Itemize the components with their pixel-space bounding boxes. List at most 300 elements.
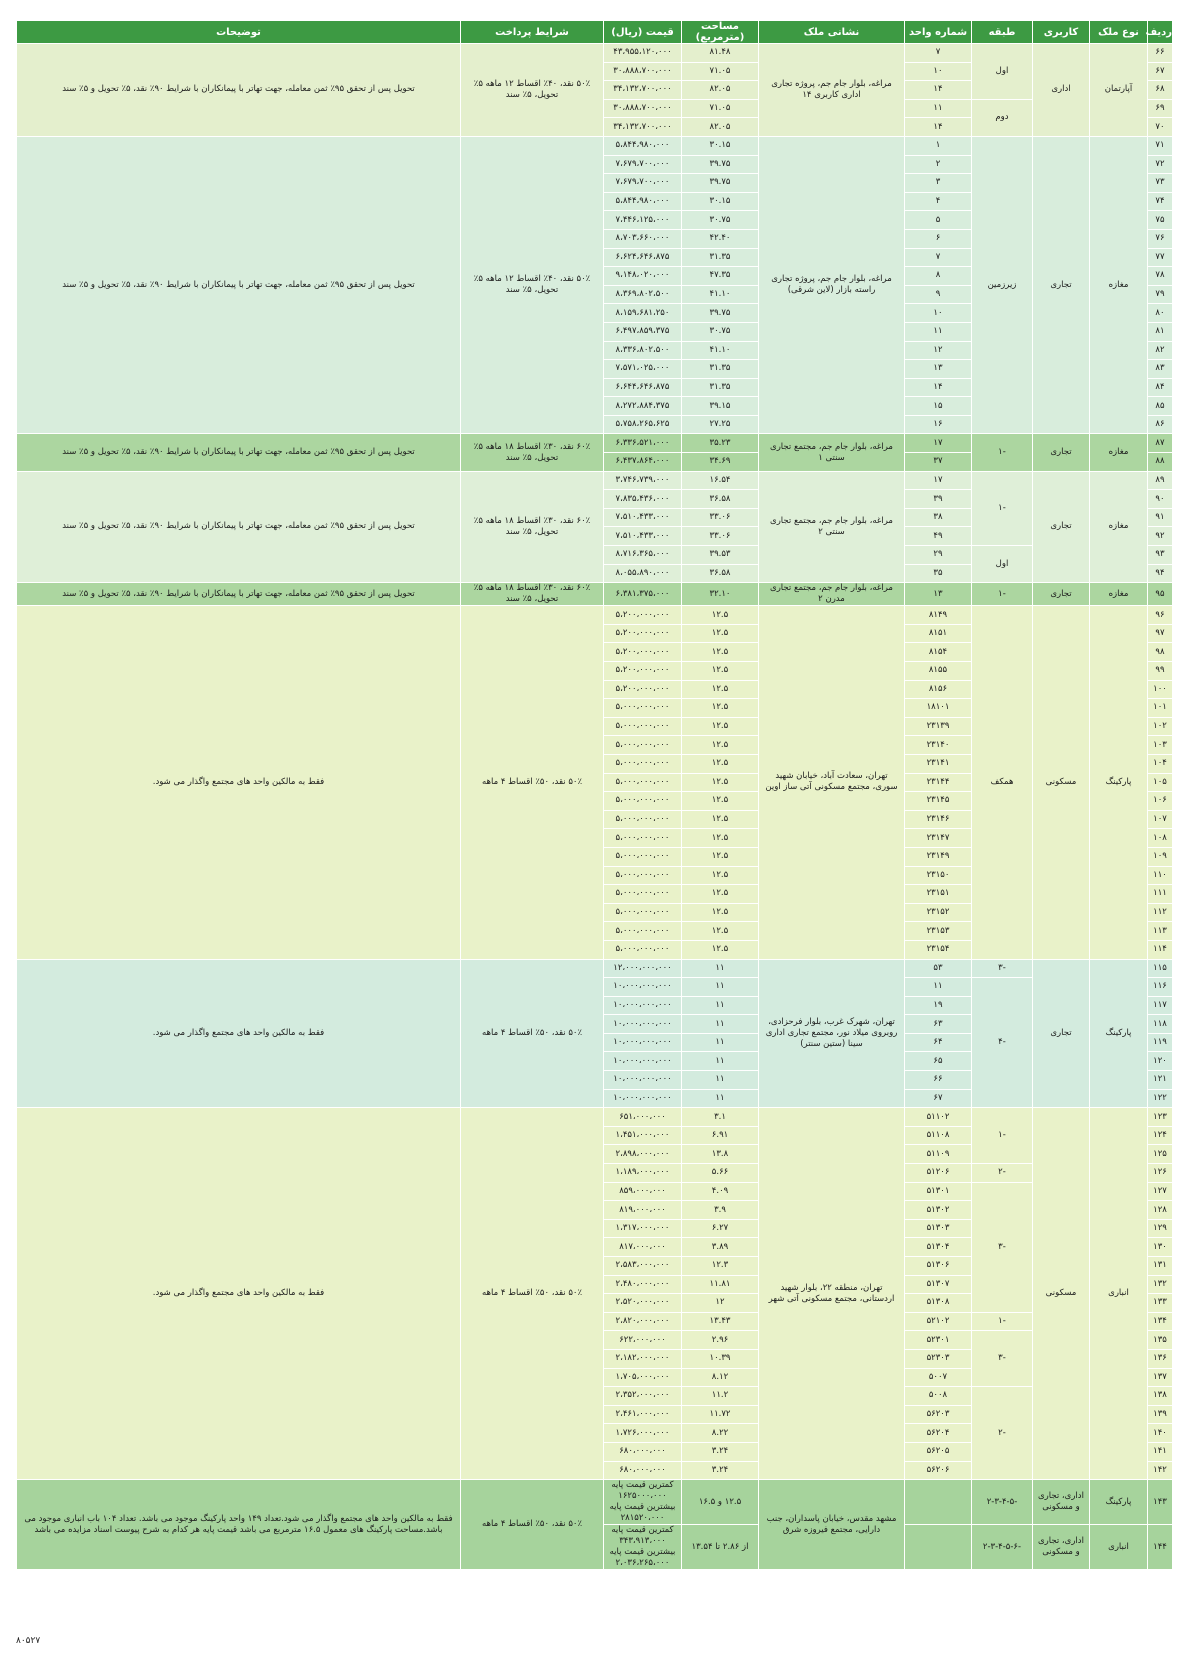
unit-number: ۶۷ — [905, 1089, 972, 1108]
row-number: ۱۰۶ — [1148, 792, 1173, 811]
unit-number: ۲۳۱۴۷ — [905, 829, 972, 848]
unit-number: ۵۱۳۰۲ — [905, 1201, 972, 1220]
payment-terms: ۵۰٪ نقد، ۵۰٪ اقساط ۴ ماهه — [461, 606, 604, 959]
unit-number: ۳۷ — [905, 453, 972, 472]
unit-price: ۷،۴۴۶،۱۲۵،۰۰۰ — [604, 211, 682, 230]
unit-number: ۵۶۲۰۵ — [905, 1442, 972, 1461]
unit-price: ۸۵۹،۰۰۰،۰۰۰ — [604, 1182, 682, 1201]
property-type: آپارتمان — [1090, 44, 1148, 137]
unit-price: ۸،۷۱۶،۳۶۵،۰۰۰ — [604, 546, 682, 565]
row-number: ۱۴۴ — [1148, 1525, 1173, 1570]
unit-number: ۵۱۱۰۸ — [905, 1126, 972, 1145]
unit-price: ۵،۰۰۰،۰۰۰،۰۰۰ — [604, 810, 682, 829]
row-number: ۱۰۱ — [1148, 699, 1173, 718]
row-number: ۱۲۹ — [1148, 1219, 1173, 1238]
notes-text: فقط به مالکین واحد های مجتمع واگذار می شود. — [17, 959, 461, 1108]
unit-number: ۱۴ — [905, 81, 972, 100]
unit-price: ۸۱۹،۰۰۰،۰۰۰ — [604, 1201, 682, 1220]
unit-price: ۴۳،۹۵۵،۱۲۰،۰۰۰ — [604, 44, 682, 63]
unit-price: ۵،۰۰۰،۰۰۰،۰۰۰ — [604, 847, 682, 866]
unit-price: ۱،۳۱۷،۰۰۰،۰۰۰ — [604, 1219, 682, 1238]
unit-price: ۵،۰۰۰،۰۰۰،۰۰۰ — [604, 736, 682, 755]
unit-number: ۴۹ — [905, 527, 972, 546]
usage-type: تجاری — [1033, 434, 1090, 471]
unit-area: ۱۲.۵ — [682, 736, 759, 755]
unit-area: ۳۳.۰۶ — [682, 527, 759, 546]
unit-area: ۳۹.۵۳ — [682, 546, 759, 565]
payment-terms: ۵۰٪ نقد، ۵۰٪ اقساط ۴ ماهه — [461, 1480, 604, 1570]
row-number: ۸۰ — [1148, 304, 1173, 323]
unit-number-empty — [905, 1525, 972, 1570]
unit-price: ۱۰،۰۰۰،۰۰۰،۰۰۰ — [604, 1071, 682, 1090]
unit-price: ۷،۶۷۹،۷۰۰،۰۰۰ — [604, 155, 682, 174]
unit-area: ۱۲.۵ — [682, 847, 759, 866]
unit-price: ۱،۴۵۱،۰۰۰،۰۰۰ — [604, 1126, 682, 1145]
property-type: مغازه — [1090, 471, 1148, 583]
row-number: ۱۱۶ — [1148, 978, 1173, 997]
row-number: ۱۳۶ — [1148, 1349, 1173, 1368]
unit-number: ۳۸ — [905, 508, 972, 527]
table-row — [17, 471, 1173, 490]
unit-number: ۵۱۳۰۴ — [905, 1238, 972, 1257]
unit-number: ۵۱۳۰۷ — [905, 1275, 972, 1294]
row-number: ۹۵ — [1148, 583, 1173, 606]
unit-number: ۸۱۵۶ — [905, 680, 972, 699]
unit-number: ۲۳۱۵۰ — [905, 866, 972, 885]
unit-number: ۴ — [905, 192, 972, 211]
unit-number: ۱۶ — [905, 415, 972, 434]
auction-table-wrapper — [16, 20, 1172, 1570]
unit-area: ۳۹.۷۵ — [682, 174, 759, 193]
unit-number: ۶ — [905, 229, 972, 248]
unit-area: ۱۱.۲ — [682, 1387, 759, 1406]
row-number: ۶۸ — [1148, 81, 1173, 100]
unit-area: ۱۲.۵ — [682, 699, 759, 718]
row-number: ۱۲۴ — [1148, 1126, 1173, 1145]
unit-area: ۱۲.۵ و ۱۶.۵ — [682, 1480, 759, 1525]
unit-area: ۸.۱۲ — [682, 1368, 759, 1387]
unit-price: ۵،۸۴۴،۹۸۰،۰۰۰ — [604, 136, 682, 155]
unit-area: ۳۹.۷۵ — [682, 304, 759, 323]
floor-label: -۱ — [972, 1108, 1033, 1164]
unit-number: ۸ — [905, 267, 972, 286]
row-number: ۸۵ — [1148, 397, 1173, 416]
unit-area: ۱۲.۵ — [682, 792, 759, 811]
unit-price: ۲،۵۸۳،۰۰۰،۰۰۰ — [604, 1257, 682, 1276]
row-number: ۸۸ — [1148, 453, 1173, 472]
usage-type: اداری، تجاری و مسکونی — [1033, 1525, 1090, 1570]
row-number: ۱۱۲ — [1148, 903, 1173, 922]
unit-price: ۲،۱۸۲،۰۰۰،۰۰۰ — [604, 1349, 682, 1368]
unit-area: ۲.۹۶ — [682, 1331, 759, 1350]
row-number: ۷۸ — [1148, 267, 1173, 286]
unit-number: ۹ — [905, 285, 972, 304]
unit-area: ۱۲.۵ — [682, 754, 759, 773]
row-number: ۱۴۳ — [1148, 1480, 1173, 1525]
unit-number: ۵۱۳۰۸ — [905, 1294, 972, 1313]
unit-number: ۸۱۴۹ — [905, 606, 972, 625]
unit-number: ۲۳۱۴۰ — [905, 736, 972, 755]
unit-price: ۸،۰۵۵،۸۹۰،۰۰۰ — [604, 564, 682, 583]
unit-number: ۵۱۱۰۹ — [905, 1145, 972, 1164]
unit-area: ۱۰.۳۹ — [682, 1349, 759, 1368]
unit-area: ۱۲.۵ — [682, 680, 759, 699]
unit-price: ۱۰،۰۰۰،۰۰۰،۰۰۰ — [604, 1052, 682, 1071]
unit-price: ۵،۷۵۸،۲۶۵،۶۲۵ — [604, 415, 682, 434]
unit-price: ۵،۰۰۰،۰۰۰،۰۰۰ — [604, 754, 682, 773]
header-payment-terms: شرایط پرداخت — [461, 21, 604, 44]
row-number: ۸۶ — [1148, 415, 1173, 434]
payment-terms: ۵۰٪ نقد، ۴۰٪ اقساط ۱۲ ماهه ۵٪ تحویل، ۵٪ سند — [461, 136, 604, 434]
unit-price: ۲،۵۲۰،۰۰۰،۰۰۰ — [604, 1294, 682, 1313]
unit-price: ۸،۳۳۶،۸۰۲،۵۰۰ — [604, 341, 682, 360]
header-price: قیمت (ریال) — [604, 21, 682, 44]
property-type: مغازه — [1090, 583, 1148, 606]
unit-price: ۲،۴۸۰،۰۰۰،۰۰۰ — [604, 1275, 682, 1294]
unit-price: ۵،۰۰۰،۰۰۰،۰۰۰ — [604, 699, 682, 718]
unit-number: ۵۱۲۰۶ — [905, 1164, 972, 1183]
unit-number: ۱۳ — [905, 583, 972, 606]
row-number: ۱۱۴ — [1148, 940, 1173, 959]
unit-price: ۱،۷۲۶،۰۰۰،۰۰۰ — [604, 1424, 682, 1443]
unit-area: ۳.۹ — [682, 1201, 759, 1220]
unit-area: ۷۱.۰۵ — [682, 62, 759, 81]
unit-area: ۱۱ — [682, 1089, 759, 1108]
unit-area: ۱۳.۸ — [682, 1145, 759, 1164]
unit-number-empty — [905, 1480, 972, 1525]
unit-number: ۳۹ — [905, 490, 972, 509]
unit-number: ۲۳۱۳۹ — [905, 717, 972, 736]
unit-number: ۲۳۱۴۴ — [905, 773, 972, 792]
unit-area: ۳۰.۷۵ — [682, 211, 759, 230]
unit-area: ۴۷.۳۵ — [682, 267, 759, 286]
property-address: مراغه، بلوار جام جم، مجتمع تجاری مدرن ۲ — [759, 583, 905, 606]
unit-area: ۱۲.۵ — [682, 662, 759, 681]
row-number: ۱۴۱ — [1148, 1442, 1173, 1461]
floor-label: -۴ — [972, 978, 1033, 1108]
unit-area: ۸۱.۴۸ — [682, 44, 759, 63]
unit-area: ۳.۱ — [682, 1108, 759, 1127]
floor-label: همکف — [972, 606, 1033, 959]
unit-price: کمترین قیمت پایه ۳۴۳،۹۱۳،۰۰۰ بیشترین قیمت پایه ۲،۰۳۶،۲۶۵،۰۰۰ — [604, 1525, 682, 1570]
unit-number: ۵۱۳۰۳ — [905, 1219, 972, 1238]
unit-price: ۳۰،۸۸۸،۷۰۰،۰۰۰ — [604, 62, 682, 81]
unit-price: ۵،۰۰۰،۰۰۰،۰۰۰ — [604, 922, 682, 941]
unit-price: ۶،۶۴۴،۶۴۶،۸۷۵ — [604, 378, 682, 397]
row-number: ۱۳۸ — [1148, 1387, 1173, 1406]
row-number: ۱۲۶ — [1148, 1164, 1173, 1183]
unit-area: ۳۹.۷۵ — [682, 155, 759, 174]
row-number: ۱۲۳ — [1148, 1108, 1173, 1127]
unit-number: ۱۵ — [905, 397, 972, 416]
row-number: ۱۳۱ — [1148, 1257, 1173, 1276]
property-type: انباری — [1090, 1525, 1148, 1570]
property-auction-table — [16, 20, 1173, 1570]
unit-price: ۶۵۱،۰۰۰،۰۰۰ — [604, 1108, 682, 1127]
unit-price: ۶۸۰،۰۰۰،۰۰۰ — [604, 1442, 682, 1461]
unit-price: ۵،۲۰۰،۰۰۰،۰۰۰ — [604, 680, 682, 699]
unit-number: ۵۱۱۰۲ — [905, 1108, 972, 1127]
row-number: ۱۰۹ — [1148, 847, 1173, 866]
table-row — [17, 1480, 1173, 1525]
unit-area: ۱۲.۵ — [682, 940, 759, 959]
row-number: ۷۳ — [1148, 174, 1173, 193]
unit-area: ۳۱.۳۵ — [682, 378, 759, 397]
unit-price: ۲،۸۹۸،۰۰۰،۰۰۰ — [604, 1145, 682, 1164]
header-unit-number: شماره واحد — [905, 21, 972, 44]
unit-price: ۸۱۷،۰۰۰،۰۰۰ — [604, 1238, 682, 1257]
floor-label: دوم — [972, 99, 1033, 136]
property-type: انباری — [1090, 1108, 1148, 1480]
unit-price: ۸،۱۵۹،۶۸۱،۲۵۰ — [604, 304, 682, 323]
property-address: تهران، شهرک غرب، بلوار فرحزادی، روبروی میلاد نور، مجتمع تجاری اداری سینا (ستین سنتر) — [759, 959, 905, 1108]
unit-number: ۱۳ — [905, 360, 972, 379]
row-number: ۱۴۲ — [1148, 1461, 1173, 1480]
unit-area: ۱۱.۸۱ — [682, 1275, 759, 1294]
unit-number: ۱۱ — [905, 978, 972, 997]
unit-number: ۱ — [905, 136, 972, 155]
unit-area: ۳۹.۱۵ — [682, 397, 759, 416]
unit-price: ۸،۲۷۲،۸۸۴،۳۷۵ — [604, 397, 682, 416]
row-number: ۷۹ — [1148, 285, 1173, 304]
unit-number: ۶۵ — [905, 1052, 972, 1071]
row-number: ۹۲ — [1148, 527, 1173, 546]
floor-label: -۳ — [972, 959, 1033, 978]
unit-price: ۵،۲۰۰،۰۰۰،۰۰۰ — [604, 643, 682, 662]
payment-terms: ۶۰٪ نقد، ۳۰٪ اقساط ۱۸ ماهه ۵٪ تحویل، ۵٪ سند — [461, 471, 604, 583]
unit-area: ۱۱ — [682, 959, 759, 978]
floor-label: اول — [972, 44, 1033, 100]
unit-number: ۲۳۱۴۹ — [905, 847, 972, 866]
floor-label: -۱ — [972, 434, 1033, 471]
unit-price: ۷،۵۱۰،۴۳۳،۰۰۰ — [604, 527, 682, 546]
unit-area: ۷۱.۰۵ — [682, 99, 759, 118]
unit-area: ۴.۰۹ — [682, 1182, 759, 1201]
unit-price: ۶۲۲،۰۰۰،۰۰۰ — [604, 1331, 682, 1350]
unit-number: ۵۰۰۸ — [905, 1387, 972, 1406]
row-number: ۱۲۸ — [1148, 1201, 1173, 1220]
row-number: ۷۵ — [1148, 211, 1173, 230]
header-property-type: نوع ملک — [1090, 21, 1148, 44]
unit-price: ۶،۴۳۷،۸۶۴،۰۰۰ — [604, 453, 682, 472]
notes-text: فقط به مالکین واحد های مجتمع واگذار می شود.تعداد ۱۴۹ واحد پارکینگ موجود می باشد. تعداد ۱۰۴ باب انباری موجود می باشد.مساحت پارکینگ های معمول ۱۶.۵ مترمربع می باشد قیمت پایه هر کدام به شرح پیوست اسناد مزایده می باشد — [17, 1480, 461, 1570]
unit-price: ۵،۰۰۰،۰۰۰،۰۰۰ — [604, 903, 682, 922]
row-number: ۱۱۵ — [1148, 959, 1173, 978]
unit-number: ۲۳۱۵۱ — [905, 885, 972, 904]
row-number: ۱۰۳ — [1148, 736, 1173, 755]
row-number: ۹۰ — [1148, 490, 1173, 509]
row-number: ۱۳۴ — [1148, 1312, 1173, 1331]
row-number: ۱۰۵ — [1148, 773, 1173, 792]
floor-label: -۳ — [972, 1331, 1033, 1387]
unit-area: ۲۷.۲۵ — [682, 415, 759, 434]
unit-area: ۱۲.۵ — [682, 903, 759, 922]
usage-type: اداری، تجاری و مسکونی — [1033, 1480, 1090, 1525]
unit-area: ۳.۲۴ — [682, 1461, 759, 1480]
unit-price: ۵،۸۴۴،۹۸۰،۰۰۰ — [604, 192, 682, 211]
unit-price: ۱۰،۰۰۰،۰۰۰،۰۰۰ — [604, 1089, 682, 1108]
payment-terms: ۶۰٪ نقد، ۳۰٪ اقساط ۱۸ ماهه ۵٪ تحویل، ۵٪ سند — [461, 434, 604, 471]
row-number: ۱۱۰ — [1148, 866, 1173, 885]
payment-terms: ۵۰٪ نقد، ۵۰٪ اقساط ۴ ماهه — [461, 1108, 604, 1480]
floor-label: -۲-۳-۴-۵-۶ — [972, 1525, 1033, 1570]
row-number: ۶۹ — [1148, 99, 1173, 118]
unit-number: ۵۳ — [905, 959, 972, 978]
row-number: ۸۱ — [1148, 322, 1173, 341]
unit-area: ۳۴.۶۹ — [682, 453, 759, 472]
notes-text: تحویل پس از تحقق ۹۵٪ ثمن معامله، جهت تهاتر با پیمانکاران با شرایط ۹۰٪ نقد، ۵٪ تحویل و ۵٪ سند — [17, 44, 461, 137]
property-type: مغازه — [1090, 136, 1148, 434]
unit-price: کمترین قیمت پایه ۱۶۲۵۰۰۰،۰۰۰ بیشترین قیمت پایه ۲۸۱۵۲۰،۰۰۰ — [604, 1480, 682, 1525]
row-number: ۱۲۷ — [1148, 1182, 1173, 1201]
notes-text: تحویل پس از تحقق ۹۵٪ ثمن معامله، جهت تهاتر با پیمانکاران با شرایط ۹۰٪ نقد، ۵٪ تحویل و ۵٪ سند — [17, 471, 461, 583]
row-number: ۱۱۸ — [1148, 1015, 1173, 1034]
header-row — [17, 21, 1173, 44]
unit-number: ۵۶۲۰۳ — [905, 1405, 972, 1424]
floor-label: -۱ — [972, 471, 1033, 545]
floor-label: -۳ — [972, 1182, 1033, 1312]
property-address: تهران، منطقه ۲۲، بلوار شهید اردستانی، مجتمع مسکونی آتی شهر — [759, 1108, 905, 1480]
unit-price: ۷،۸۳۵،۴۳۶،۰۰۰ — [604, 490, 682, 509]
unit-price: ۳۴،۱۳۲،۷۰۰،۰۰۰ — [604, 118, 682, 137]
unit-price: ۶۸۰،۰۰۰،۰۰۰ — [604, 1461, 682, 1480]
property-address: مراغه، بلوار جام جم، مجتمع تجاری سنتی ۲ — [759, 471, 905, 583]
unit-number: ۱۴ — [905, 378, 972, 397]
table-row — [17, 606, 1173, 625]
unit-area: ۱۱ — [682, 1015, 759, 1034]
unit-number: ۱۷ — [905, 434, 972, 453]
unit-price: ۵،۰۰۰،۰۰۰،۰۰۰ — [604, 717, 682, 736]
unit-area: ۸۲.۰۵ — [682, 118, 759, 137]
unit-number: ۱۹ — [905, 996, 972, 1015]
notes-text: فقط به مالکین واحد های مجتمع واگذار می شود. — [17, 1108, 461, 1480]
unit-price: ۳۰،۸۸۸،۷۰۰،۰۰۰ — [604, 99, 682, 118]
unit-area: ۱۲.۵ — [682, 866, 759, 885]
unit-number: ۲۹ — [905, 546, 972, 565]
page-code: ۸۰۵۲۷ — [16, 1636, 41, 1646]
row-number: ۱۲۱ — [1148, 1071, 1173, 1090]
payment-terms: ۵۰٪ نقد، ۵۰٪ اقساط ۴ ماهه — [461, 959, 604, 1108]
property-address: مراغه، بلوار جام جم، پروژه تجاری راسته بازار (لاین شرقی) — [759, 136, 905, 434]
unit-area: ۸.۲۲ — [682, 1424, 759, 1443]
unit-number: ۵۶۲۰۶ — [905, 1461, 972, 1480]
unit-price: ۸،۷۰۳،۶۶۰،۰۰۰ — [604, 229, 682, 248]
row-number: ۷۲ — [1148, 155, 1173, 174]
row-number: ۸۳ — [1148, 360, 1173, 379]
unit-area: ۶.۹۱ — [682, 1126, 759, 1145]
unit-number: ۱۱ — [905, 322, 972, 341]
row-number: ۱۰۲ — [1148, 717, 1173, 736]
unit-price: ۷،۵۱۰،۴۳۳،۰۰۰ — [604, 508, 682, 527]
row-number: ۷۱ — [1148, 136, 1173, 155]
table-row — [17, 959, 1173, 978]
table-row — [17, 583, 1173, 606]
row-number: ۱۳۵ — [1148, 1331, 1173, 1350]
row-number: ۹۴ — [1148, 564, 1173, 583]
unit-price: ۱۰،۰۰۰،۰۰۰،۰۰۰ — [604, 1015, 682, 1034]
notes-text: تحویل پس از تحقق ۹۵٪ ثمن معامله، جهت تهاتر با پیمانکاران با شرایط ۹۰٪ نقد، ۵٪ تحویل و ۵٪ سند — [17, 434, 461, 471]
unit-price: ۲،۴۶۱،۰۰۰،۰۰۰ — [604, 1405, 682, 1424]
unit-number: ۷ — [905, 44, 972, 63]
unit-number: ۶۶ — [905, 1071, 972, 1090]
unit-number: ۵۶۲۰۴ — [905, 1424, 972, 1443]
row-number: ۸۹ — [1148, 471, 1173, 490]
table-row — [17, 434, 1173, 453]
unit-area: ۳۰.۱۵ — [682, 136, 759, 155]
notes-text: تحویل پس از تحقق ۹۵٪ ثمن معامله، جهت تهاتر با پیمانکاران با شرایط ۹۰٪ نقد، ۵٪ تحویل و ۵٪ سند — [17, 583, 461, 606]
floor-label: زیرزمین — [972, 136, 1033, 434]
row-number: ۱۱۷ — [1148, 996, 1173, 1015]
unit-area: ۳۲.۱۰ — [682, 583, 759, 606]
unit-price: ۳،۷۴۶،۷۳۹،۰۰۰ — [604, 471, 682, 490]
floor-label: -۱ — [972, 1312, 1033, 1331]
unit-number: ۲۳۱۴۱ — [905, 754, 972, 773]
unit-price: ۶،۳۳۶،۵۲۱،۰۰۰ — [604, 434, 682, 453]
unit-number: ۲۳۱۵۲ — [905, 903, 972, 922]
unit-area: ۳۵.۲۳ — [682, 434, 759, 453]
usage-type: مسکونی — [1033, 606, 1090, 959]
notes-text: تحویل پس از تحقق ۹۵٪ ثمن معامله، جهت تهاتر با پیمانکاران با شرایط ۹۰٪ نقد، ۵٪ تحویل و ۵٪ سند — [17, 136, 461, 434]
unit-number: ۵۱۳۰۶ — [905, 1257, 972, 1276]
unit-number: ۵۱۳۰۱ — [905, 1182, 972, 1201]
payment-terms: ۶۰٪ نقد، ۳۰٪ اقساط ۱۸ ماهه ۵٪ تحویل، ۵٪ سند — [461, 583, 604, 606]
unit-area: ۳۳.۰۶ — [682, 508, 759, 527]
header-row-number: ردیف — [1148, 21, 1173, 44]
property-address: مراغه، بلوار جام جم، پروژه تجاری اداری کاربری ۱۴ — [759, 44, 905, 137]
row-number: ۸۴ — [1148, 378, 1173, 397]
unit-area: ۴۱.۱۰ — [682, 285, 759, 304]
unit-area: ۳۶.۵۸ — [682, 564, 759, 583]
unit-price: ۵،۲۰۰،۰۰۰،۰۰۰ — [604, 624, 682, 643]
unit-number: ۲۳۱۵۴ — [905, 940, 972, 959]
unit-number: ۲ — [905, 155, 972, 174]
unit-price: ۵،۰۰۰،۰۰۰،۰۰۰ — [604, 792, 682, 811]
unit-area: ۳۶.۵۸ — [682, 490, 759, 509]
unit-number: ۶۴ — [905, 1033, 972, 1052]
unit-number: ۸۱۵۱ — [905, 624, 972, 643]
unit-price: ۱۰،۰۰۰،۰۰۰،۰۰۰ — [604, 996, 682, 1015]
row-number: ۹۹ — [1148, 662, 1173, 681]
header-address: نشانی ملک — [759, 21, 905, 44]
row-number: ۷۶ — [1148, 229, 1173, 248]
unit-number: ۶۳ — [905, 1015, 972, 1034]
unit-area: ۱۲.۵ — [682, 829, 759, 848]
unit-number: ۱۱ — [905, 99, 972, 118]
unit-price: ۹،۱۴۸،۰۲۰،۰۰۰ — [604, 267, 682, 286]
usage-type: اداری — [1033, 44, 1090, 137]
row-number: ۸۲ — [1148, 341, 1173, 360]
unit-price: ۵،۰۰۰،۰۰۰،۰۰۰ — [604, 829, 682, 848]
row-number: ۹۷ — [1148, 624, 1173, 643]
row-number: ۱۳۹ — [1148, 1405, 1173, 1424]
unit-price: ۷،۶۷۹،۷۰۰،۰۰۰ — [604, 174, 682, 193]
row-number: ۱۳۰ — [1148, 1238, 1173, 1257]
unit-price: ۷،۵۷۱،۰۲۵،۰۰۰ — [604, 360, 682, 379]
unit-price: ۶،۴۹۷،۸۵۹،۳۷۵ — [604, 322, 682, 341]
unit-area: ۳.۲۴ — [682, 1442, 759, 1461]
table-body — [17, 44, 1173, 1570]
row-number: ۱۰۴ — [1148, 754, 1173, 773]
unit-number: ۸۱۵۴ — [905, 643, 972, 662]
row-number: ۱۲۵ — [1148, 1145, 1173, 1164]
unit-number: ۲۳۱۴۶ — [905, 810, 972, 829]
unit-area: ۱۶.۵۴ — [682, 471, 759, 490]
unit-area: ۳۰.۷۵ — [682, 322, 759, 341]
unit-number: ۱۰ — [905, 304, 972, 323]
unit-number: ۵۲۱۰۲ — [905, 1312, 972, 1331]
unit-price: ۱،۱۸۹،۰۰۰،۰۰۰ — [604, 1164, 682, 1183]
unit-area: ۱۱ — [682, 996, 759, 1015]
